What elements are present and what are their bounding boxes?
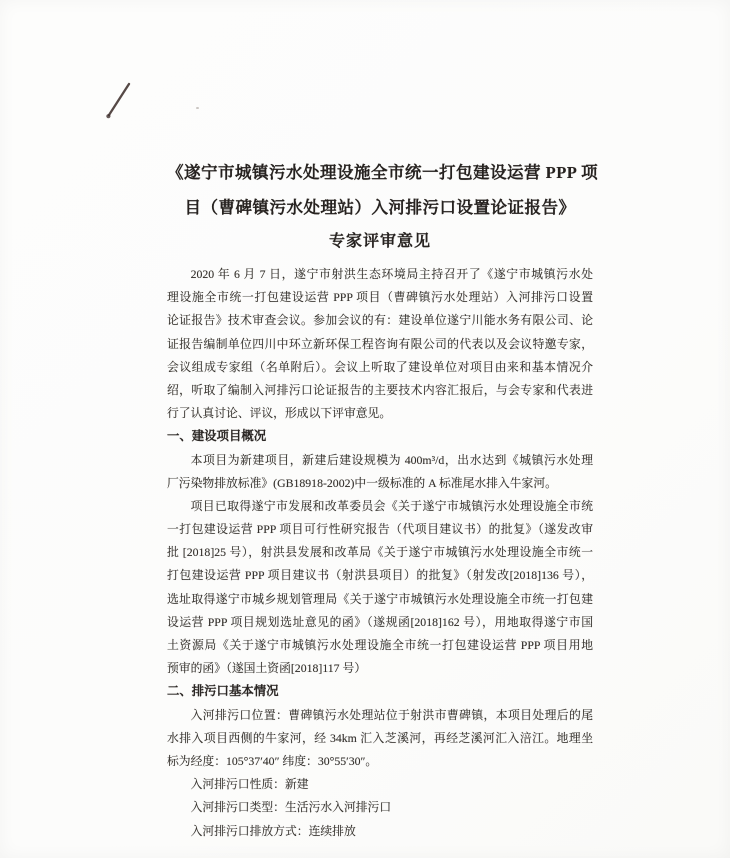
text-line: 一打包建设运营 PPP 项目可行性研究报告（代项目建议书）的批复》（遂发改审 — [167, 522, 593, 537]
text-line: 本项目为新建项目，新建后建设规模为 400m³/d，出水达到《城镇污水处理 — [190, 452, 593, 467]
text-line: 设运营 PPP 项目规划选址意见的函》（遂规函[2018]162 号），用地取得遂宁市国 — [167, 614, 593, 629]
document-subtitle: 专家评审意见 — [328, 233, 431, 250]
section-heading: 二、排污口基本情况 — [167, 684, 279, 699]
text-line: 批 [2018]25 号），射洪县发展和改革局《关于遂宁市城镇污水处理设施全市统一 — [167, 545, 593, 560]
text-line: 会议组成专家组（名单附后）。会议上听取了建设单位对项目由来和基本情况介 — [167, 359, 593, 374]
text-line: 预审的函》（遂国土资函[2018]117 号） — [167, 661, 367, 676]
text-line: 证报告编制单位四川中环立新环保工程咨询有限公司的代表以及会议特邀专家， — [167, 336, 593, 351]
document-title-line: 目（曹碑镇污水处理站）入河排污口设置论证报告》 — [184, 198, 576, 217]
text-line: 论证报告》技术审查会议。参加会议的有：建设单位遂宁川能水务有限公司、论 — [167, 313, 593, 328]
text-line: 理设施全市统一打包建设运营 PPP 项目（曹碑镇污水处理站）入河排污口设置 — [167, 290, 593, 305]
text-line: 土资源局《关于遂宁市城镇污水处理设施全市统一打包建设运营 PPP 项目用地 — [167, 638, 593, 652]
text-line: 标为经度：105°37′40″ 纬度：30°55′30″。 — [167, 753, 378, 768]
text-line: 入河排污口类型：生活污水入河排污口 — [190, 800, 392, 815]
section-heading: 一、建设项目概况 — [167, 429, 267, 444]
text-line: 选址取得遂宁市城乡规划管理局《关于遂宁市城镇污水处理设施全市统一打包建 — [167, 591, 593, 606]
text-line: 2020 年 6 月 7 日，遂宁市射洪生态环境局主持召开了《遂宁市城镇污水处 — [190, 267, 593, 281]
text-line: 打包建设运营 PPP 项目建议书（射洪县项目）的批复》（射发改[2018]136 号）， — [167, 568, 593, 583]
scan-speck — [196, 107, 199, 109]
text-line: 项目已取得遂宁市发展和改革委员会《关于遂宁市城镇污水处理设施全市统 — [190, 498, 593, 513]
pen-stroke-mark — [100, 78, 136, 124]
text-line: 入河排污口性质：新建 — [190, 777, 309, 792]
text-line: 厂污染物排放标准》(GB18918-2002)中一级标准的 A 标准尾水排入牛家河。 — [167, 475, 557, 490]
document-body — [167, 155, 599, 843]
document-title-line: 《遂宁市城镇污水处理设施全市统一打包建设运营 PPP 项 — [167, 163, 599, 182]
text-line: 入河排污口位置：曹碑镇污水处理站位于射洪市曹碑镇，本项目处理后的尾 — [190, 707, 593, 722]
text-line: 行了认真讨论、评议，形成以下评审意见。 — [167, 406, 392, 421]
text-line: 绍，听取了编制入河排污口论证报告的主要技术内容汇报后，与会专家和代表进 — [167, 382, 593, 397]
text-line: 入河排污口排放方式：连续排放 — [190, 823, 356, 838]
text-line: 水排入项目西侧的牛家河，经 34km 汇入芝溪河，再经芝溪河汇入涪江。地理坐 — [167, 730, 593, 745]
